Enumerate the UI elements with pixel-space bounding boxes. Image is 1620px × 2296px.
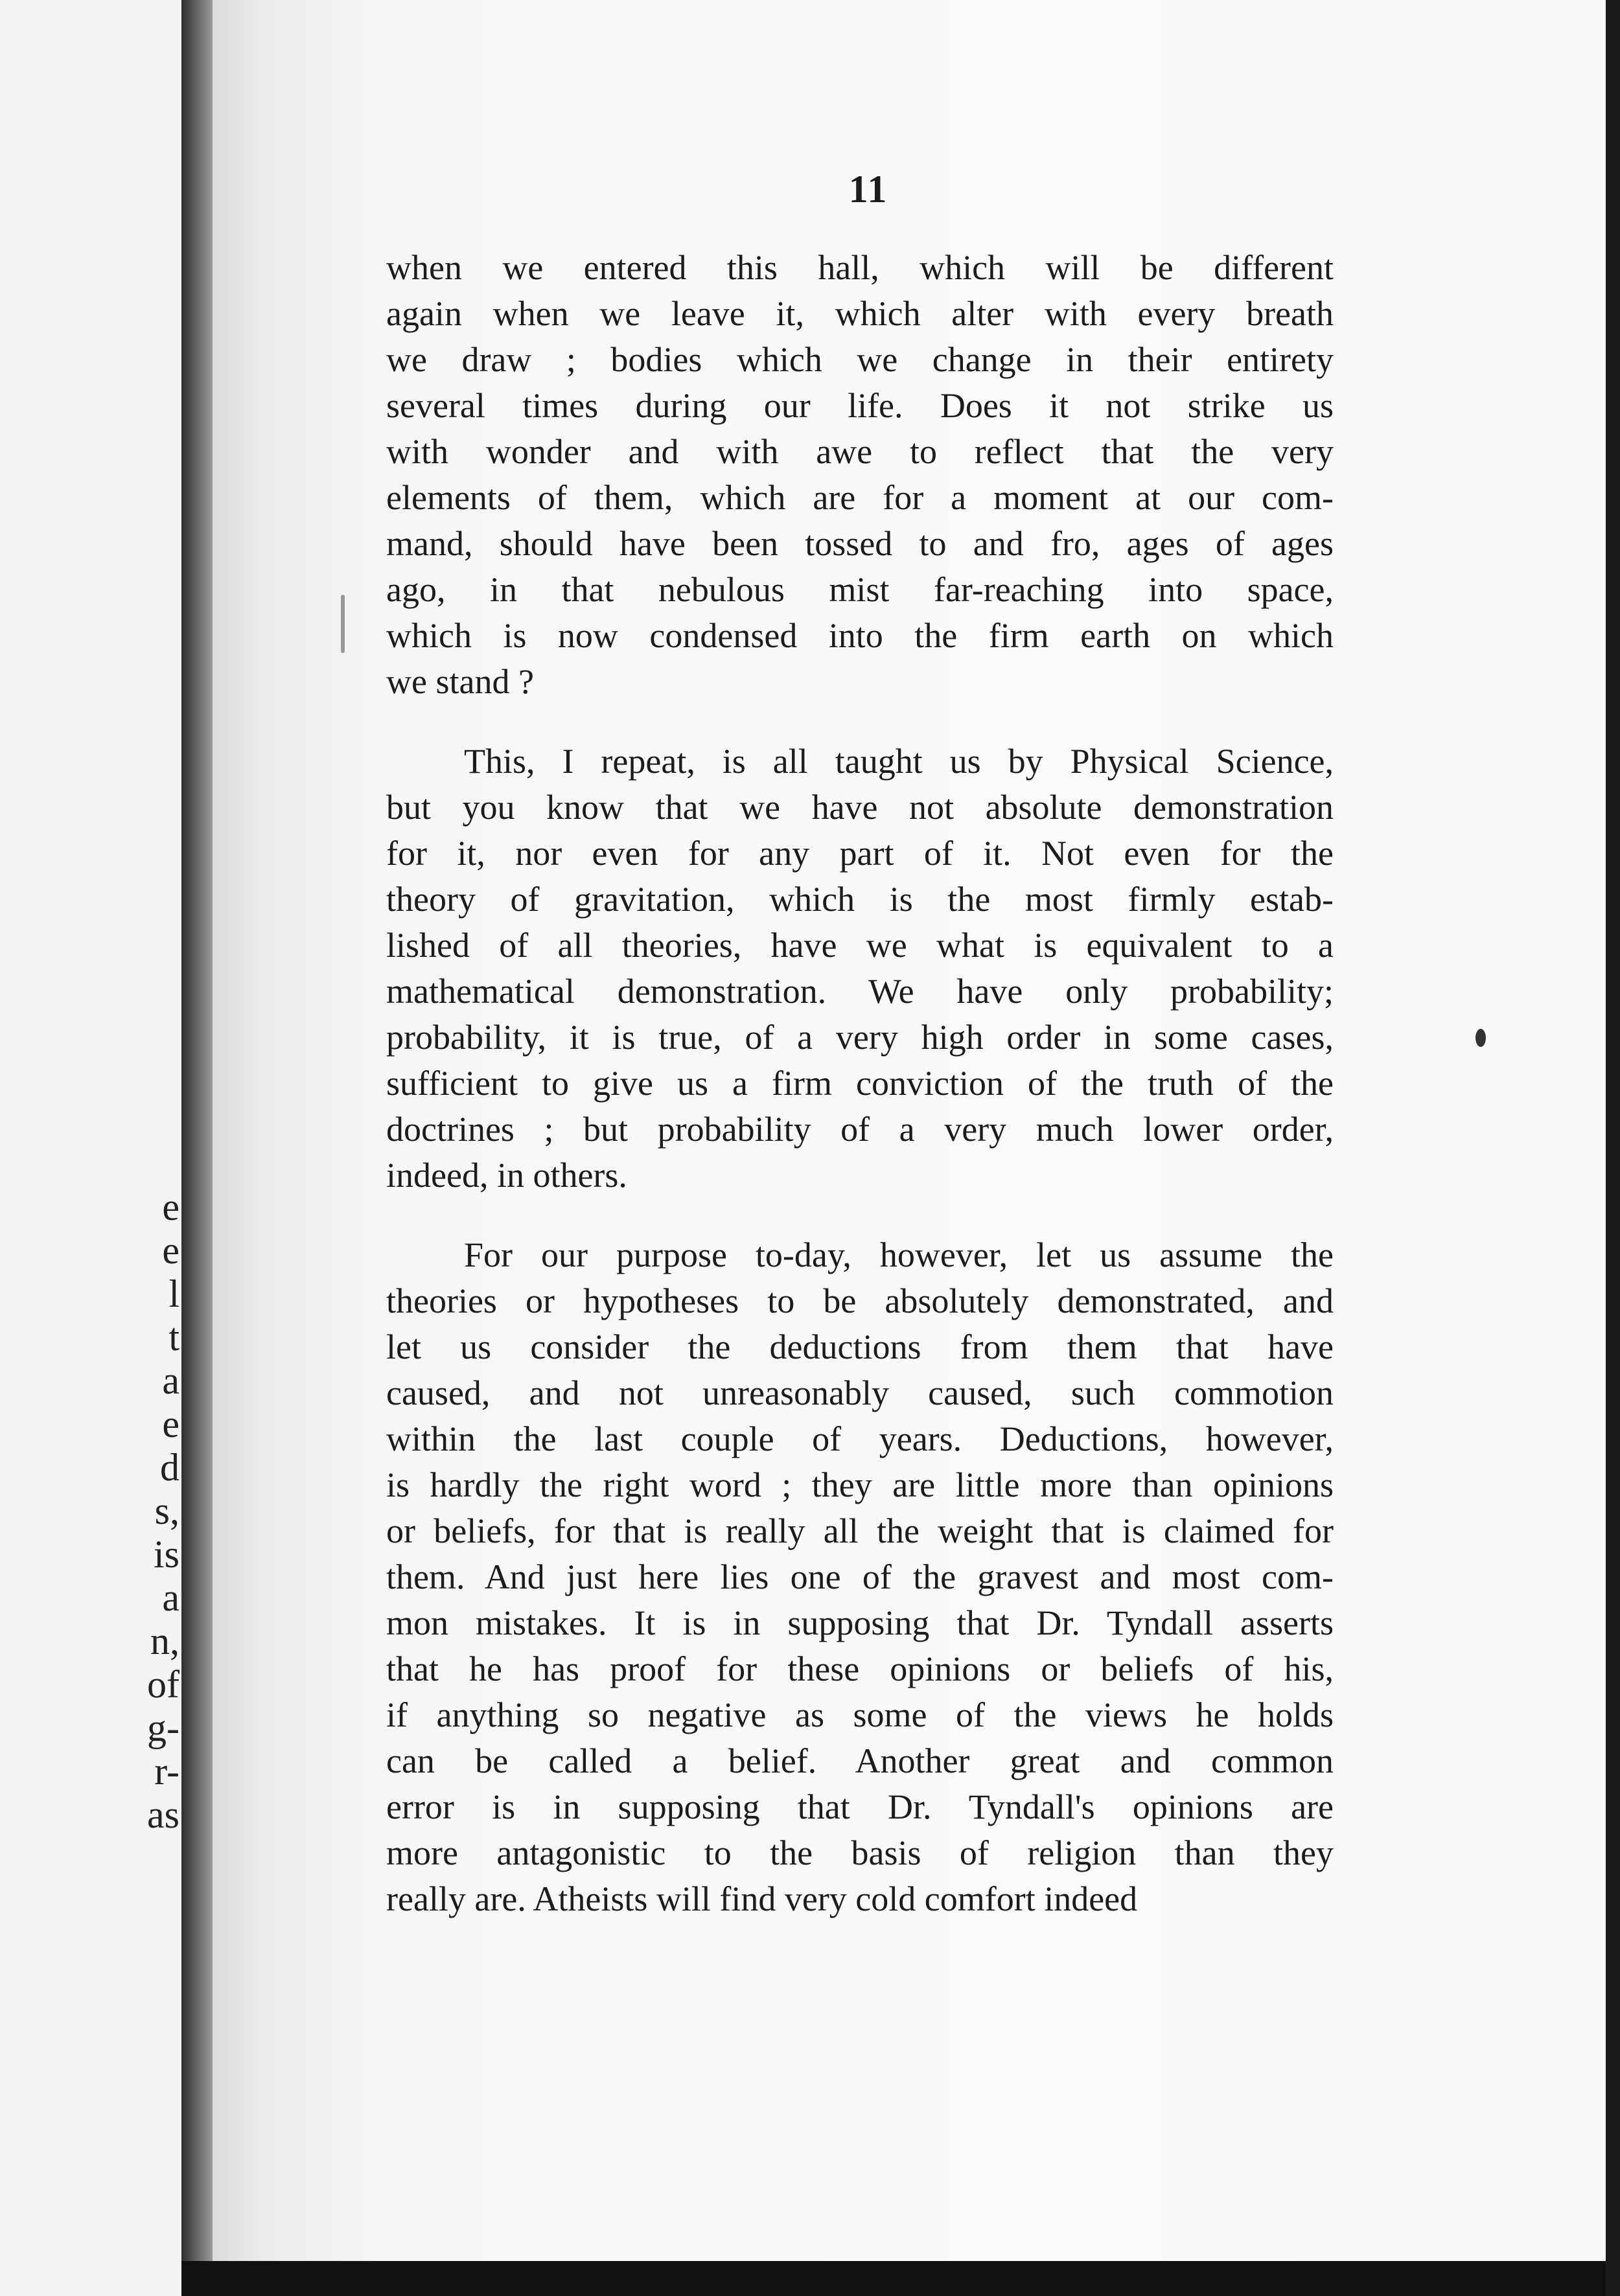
book-gutter <box>181 0 213 2296</box>
edge-letter: is <box>153 1533 179 1576</box>
text-line: when we entered this hall, which will be different <box>386 248 1334 287</box>
text-line: let us consider the deductions from them that have <box>386 1327 1334 1366</box>
text-line: doctrines ; but probability of a very much lower order, <box>386 1110 1334 1149</box>
paragraph-gap <box>386 1199 1334 1232</box>
edge-letter: e <box>162 1186 179 1228</box>
text-line: This, I repeat, is all taught us by Physical Science, <box>464 742 1334 781</box>
text-line: or beliefs, for that is really all the weight that is claimed for <box>386 1511 1334 1550</box>
text-line: mand, should have been tossed to and fro, ages of ages <box>386 524 1334 563</box>
text-line: we draw ; bodies which we change in their entirety <box>386 340 1334 379</box>
text-line: elements of them, which are for a moment at our com- <box>386 478 1334 517</box>
text-line: which is now condensed into the firm earth on which <box>386 616 1334 655</box>
edge-letter: e <box>162 1403 179 1445</box>
text-line: For our purpose to-day, however, let us assume the <box>464 1235 1334 1274</box>
paragraph-gap <box>386 705 1334 739</box>
scan-bottom-border <box>181 2261 1606 2296</box>
text-line: for it, nor even for any part of it. Not even for the <box>386 834 1334 873</box>
facing-page-edge <box>0 0 185 2296</box>
text-line: them. And just here lies one of the gravest and most com- <box>386 1557 1334 1596</box>
text-line: can be called a belief. Another great and common <box>386 1741 1334 1780</box>
text-line: probability, it is true, of a very high order in some cases, <box>386 1018 1334 1057</box>
edge-letter: t <box>168 1316 179 1359</box>
edge-letter: g- <box>147 1706 179 1749</box>
edge-letter: s, <box>154 1489 179 1532</box>
edge-letter: e <box>162 1229 179 1272</box>
text-line: with wonder and with awe to reflect that the very <box>386 432 1334 471</box>
text-line: error is in supposing that Dr. Tyndall's opinions are <box>386 1787 1334 1826</box>
edge-letter: d <box>160 1446 179 1489</box>
text-line: several times during our life. Does it not strike us <box>386 386 1334 425</box>
text-line: but you know that we have not absolute demonstration <box>386 788 1334 827</box>
text-line: again when we leave it, which alter with every breath <box>386 294 1334 333</box>
text-line: indeed, in others. <box>386 1156 627 1195</box>
text-line: really are. Atheists will find very cold comfort indeed <box>386 1879 1138 1918</box>
edge-letter: l <box>168 1272 179 1315</box>
edge-letter: a <box>162 1359 179 1402</box>
edge-letter: r- <box>154 1750 179 1793</box>
text-line: is hardly the right word ; they are little more than opinions <box>386 1465 1334 1504</box>
text-line: caused, and not unreasonably caused, such commotion <box>386 1373 1334 1412</box>
text-line: within the last couple of years. Deductions, however, <box>386 1419 1334 1458</box>
text-line: mathematical demonstration. We have only probability; <box>386 972 1334 1011</box>
text-line: theories or hypotheses to be absolutely demonstrated, and <box>386 1281 1334 1320</box>
page-number: 11 <box>848 168 888 211</box>
text-line: more antagonistic to the basis of religion than they <box>386 1833 1334 1872</box>
paragraph <box>386 1232 1334 1922</box>
edge-letter: as <box>147 1793 179 1836</box>
edge-letter: n, <box>150 1620 179 1662</box>
text-line: ago, in that nebulous mist far-reaching into space, <box>386 570 1334 609</box>
text-line: theory of gravitation, which is the most firmly estab- <box>386 880 1334 919</box>
text-line: mon mistakes. It is in supposing that Dr. Tyndall asserts <box>386 1603 1334 1642</box>
text-line: lished of all theories, have we what is equivalent to a <box>386 926 1334 965</box>
facing-page-letters <box>141 1186 179 1837</box>
text-line: that he has proof for these opinions or beliefs of his, <box>386 1649 1334 1688</box>
edge-letter: of <box>147 1663 179 1706</box>
page-right-edge <box>1606 0 1620 2296</box>
paragraph <box>386 245 1334 705</box>
ink-speck <box>341 595 345 653</box>
body-text <box>386 245 1334 1922</box>
paragraph <box>386 739 1334 1199</box>
edge-letter: a <box>162 1576 179 1619</box>
text-line: if anything so negative as some of the views he holds <box>386 1695 1334 1734</box>
text-line: we stand ? <box>386 662 534 701</box>
text-line: sufficient to give us a firm conviction of the truth of the <box>386 1064 1334 1103</box>
ink-speck <box>1475 1029 1486 1047</box>
